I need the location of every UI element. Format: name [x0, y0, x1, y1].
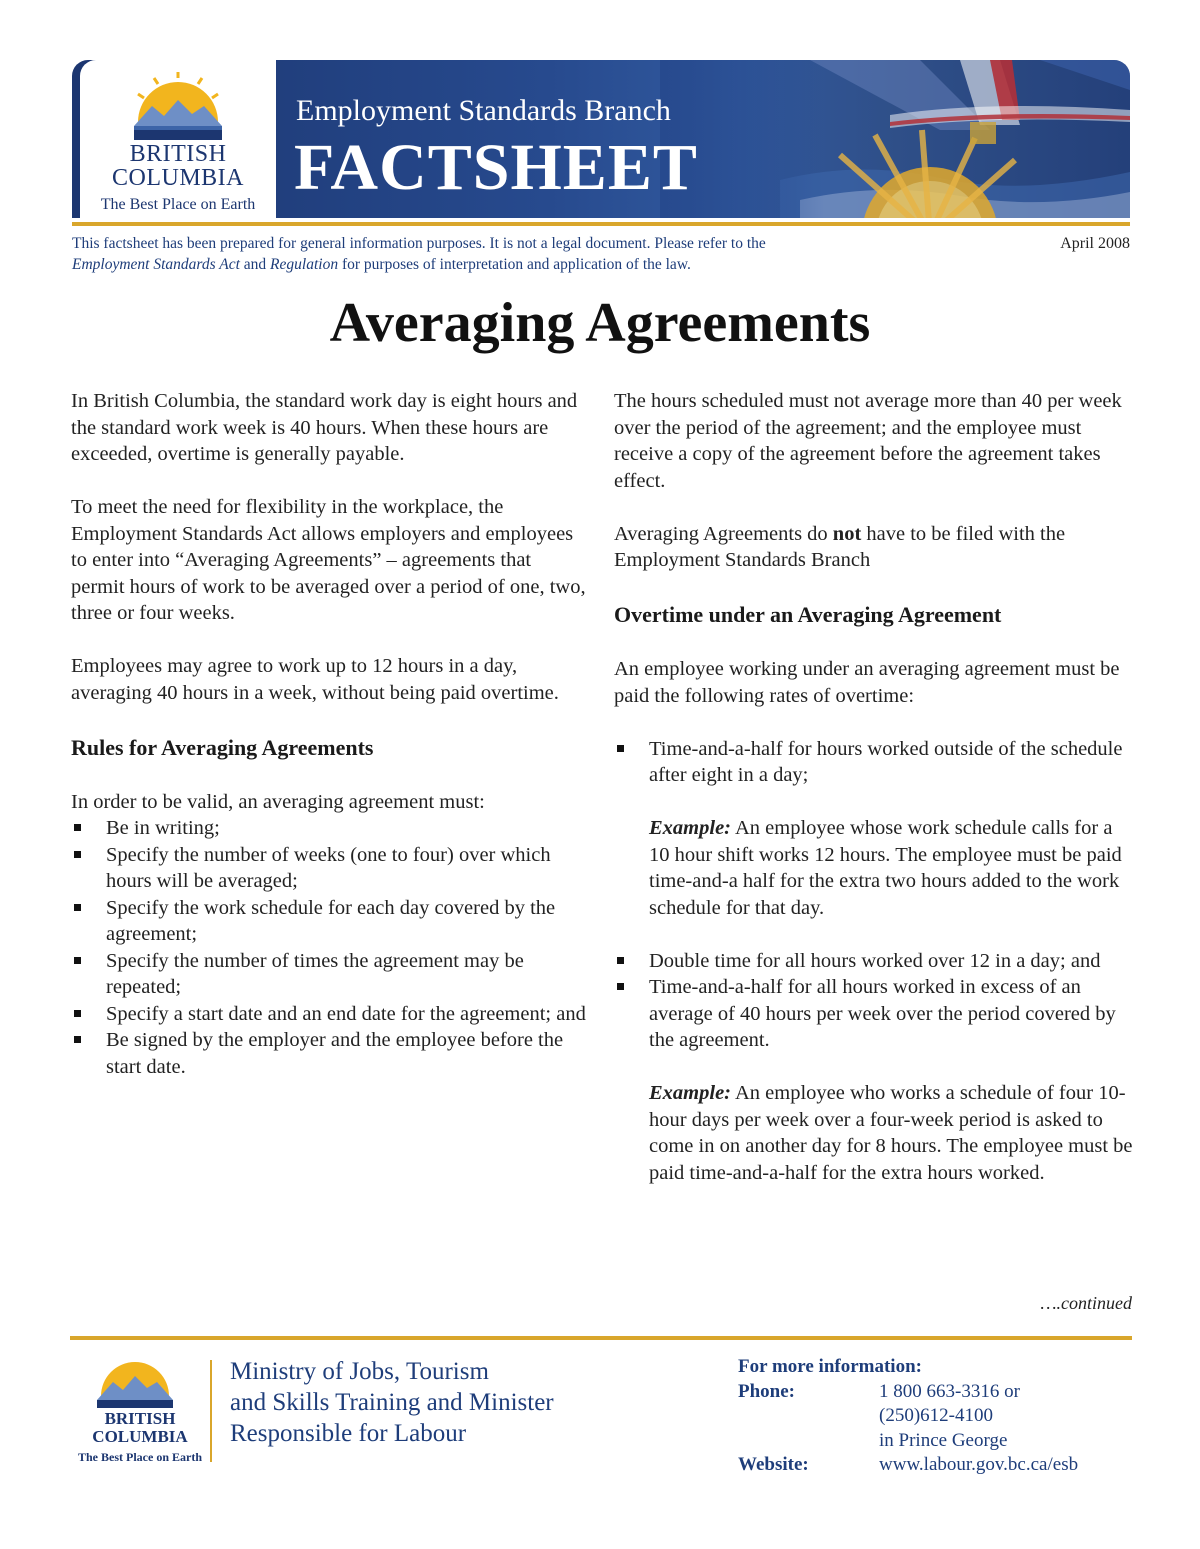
phone-label: Phone: — [738, 1380, 795, 1402]
list-item: Specify the number of times the agreement may be repeated; — [71, 948, 586, 1001]
footer-divider — [70, 1336, 1132, 1340]
ministry-line-3: Responsible for Labour — [230, 1420, 467, 1447]
bc-flag-graphic — [660, 60, 1130, 218]
bullet-icon — [74, 904, 81, 911]
bullet-icon — [74, 1010, 81, 1017]
list-item: Double time for all hours worked over 12 in a day; and — [614, 948, 1134, 975]
list-item: Specify the work schedule for each day covered by the agreement; — [71, 895, 586, 948]
contact-heading: For more information: — [738, 1356, 922, 1377]
website-row — [738, 1453, 1138, 1478]
contact-info — [738, 1355, 1138, 1478]
continued-note: ….continued — [1040, 1293, 1132, 1313]
regulation-name: Regulation — [270, 256, 339, 273]
logo-line-2: COLUMBIA — [111, 165, 244, 191]
overtime-list-2 — [614, 948, 1134, 1054]
phone-location: in Prince George — [879, 1429, 1008, 1451]
bullet-icon — [617, 745, 624, 752]
rules-lead: In order to be valid, an averaging agreement must: — [71, 790, 485, 813]
intro-paragraph: In British Columbia, the standard work day is eight hours and the standard work week is 40 hours. When these hours are exceeded, overtime is generally payable. — [71, 390, 578, 465]
bullet-icon — [617, 983, 624, 990]
disclaimer-text-2: for purposes of interpretation and application of the law. — [338, 256, 691, 273]
list-item: Time-and-a-half for all hours worked in excess of an average of 40 hours per week over the period covered by the agreement. — [614, 974, 1134, 1054]
example-label: Example: — [649, 817, 731, 839]
rules-heading: Rules for Averaging Agreements — [71, 734, 374, 760]
example-2: Example: An employee who works a schedule of four 10-hour days per week over a four-week period is asked to come in on another day for 8 hours. The employee must be paid time-and-a-half for the extra hours worked. — [649, 1082, 1133, 1184]
gold-divider — [72, 222, 1130, 226]
website-link[interactable]: www.labour.gov.bc.ca/esb — [879, 1454, 1079, 1475]
footer-bc-logo — [70, 1358, 200, 1468]
phone-row — [738, 1380, 1138, 1405]
list-item: Be in writing; — [71, 815, 586, 842]
bullet-icon — [74, 1036, 81, 1043]
overtime-heading: Overtime under an Averaging Agreement — [614, 602, 1002, 627]
disclaimer-text-1: This factsheet has been prepared for general information purposes. It is not a legal document. Please refer to the — [72, 235, 766, 252]
ministry-line-2: and Skills Training and Minister — [230, 1389, 554, 1416]
bullet-icon — [74, 851, 81, 858]
footer-vertical-divider — [210, 1360, 212, 1462]
phone-number-2: (250)612-4100 — [879, 1405, 993, 1426]
doc-type-heading: FACTSHEET — [294, 131, 698, 204]
list-item: Specify a start date and an end date for the agreement; and — [71, 1001, 586, 1028]
ministry-line-1: Ministry of Jobs, Tourism — [230, 1358, 489, 1385]
emphasis-not: not — [832, 522, 862, 545]
ministry-name — [230, 1356, 650, 1449]
hours-paragraph: Employees may agree to work up to 12 hours in a day, averaging 40 hours in a week, without being paid overtime. — [71, 655, 559, 704]
left-column — [71, 388, 586, 1107]
footer-logo-line-2: COLUMBIA — [92, 1427, 188, 1446]
flexibility-paragraph: To meet the need for flexibility in the workplace, the Employment Standards Act allows employers and employees to enter into “Averaging Agreements” – agreements that permit hours of work to be averaged over a period of one, two, three or four weeks. — [71, 496, 586, 624]
document-date: April 2008 — [1060, 235, 1130, 252]
example-label: Example: — [649, 1082, 731, 1104]
footer-logo-line-1: BRITISH — [104, 1409, 176, 1428]
bc-logo — [80, 60, 276, 218]
rules-list — [71, 815, 586, 1080]
right-column — [614, 388, 1134, 1213]
page-title: Averaging Agreements — [329, 292, 871, 354]
list-item: Be signed by the employer and the employee before the start date. — [71, 1027, 586, 1080]
overtime-list-1 — [614, 736, 1134, 789]
hours-average-paragraph: The hours scheduled must not average more than 40 per week over the period of the agreement; and the employee must receive a copy of the agreement before the agreement takes effect. — [614, 390, 1122, 492]
filing-paragraph: Averaging Agreements do not have to be filed with the Employment Standards Branch — [614, 522, 1066, 571]
bullet-icon — [74, 824, 81, 831]
disclaimer — [72, 233, 862, 275]
phone-number-1: 1 800 663-3316 or — [879, 1380, 1020, 1402]
sun-mountains-icon — [132, 72, 224, 142]
act-name: Employment Standards Act — [72, 256, 240, 273]
list-item: Specify the number of weeks (one to four) over which hours will be averaged; — [71, 842, 586, 895]
list-item: Time-and-a-half for hours worked outside of the schedule after eight in a day; — [614, 736, 1134, 789]
bullet-icon — [617, 957, 624, 964]
example-1: Example: An employee whose work schedule calls for a 10 hour shift works 12 hours. The employee must be paid time-and-a half for the extra two hours added to the work schedule for that day. — [649, 817, 1122, 919]
footer-logo-tagline: The Best Place on Earth — [78, 1450, 202, 1464]
overtime-lead: An employee working under an averaging agreement must be paid the following rates of overtime: — [614, 658, 1120, 707]
sun-mountains-icon — [95, 1358, 175, 1410]
website-label: Website: — [738, 1454, 809, 1475]
bullet-icon — [74, 957, 81, 964]
disclaimer-and: and — [239, 256, 271, 273]
logo-line-1: BRITISH — [129, 141, 227, 167]
branch-name: Employment Standards Branch — [296, 94, 671, 127]
logo-tagline: The Best Place on Earth — [100, 196, 256, 213]
